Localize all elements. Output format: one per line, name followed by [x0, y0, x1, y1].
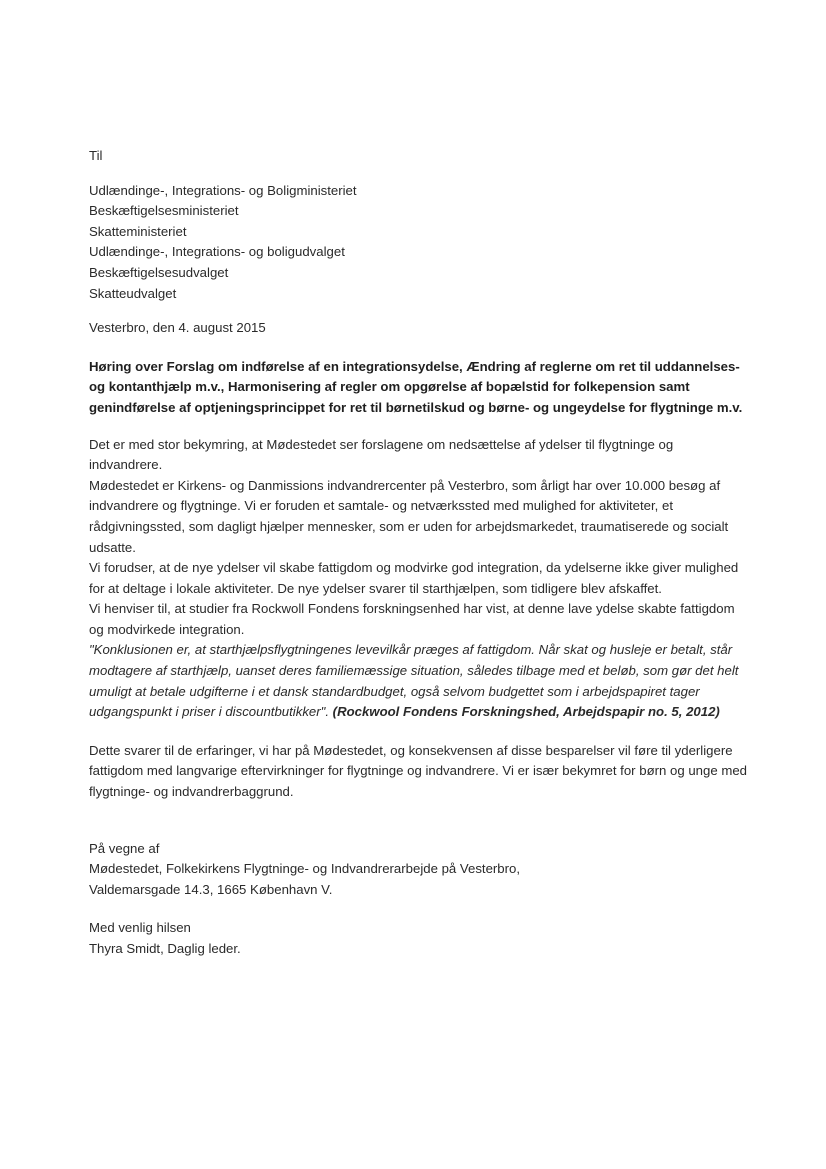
address: Valdemarsgade 14.3, 1665 København V.: [89, 881, 333, 897]
signature: Thyra Smidt, Daglig leder.: [89, 941, 241, 956]
spacer: [89, 803, 749, 839]
body-paragraph: Vi henviser til, at studier fra Rockwoll Fondens forskningsenhed har vist, at denne lave ydelse skabte fattigdom og modvirkede integration.: [89, 601, 735, 637]
quote-text: "Konklusionen er, at starthjælpsflygtningenes levevilkår præges af fattigdom. Når skat og husleje er betalt, står modtagere af starthjælp, uanset deres familiemæssige situation, således tilbage med et beløb, som gør det helt umuligt at betale udgifterne i et dansk standardbudget, også selvom budgettet som i arbejdspapiret tager udgangspunkt i priser i discountbutikker".: [89, 642, 739, 720]
to-label: Til: [89, 148, 103, 163]
closing-block: [89, 918, 749, 959]
body-paragraph: Mødestedet er Kirkens- og Danmissions indvandrercenter på Vesterbro, som årligt har over 10.000 besøg af indvandrere og flygtninge. Vi er foruden et samtale- og netværkssted med mulighed for aktiviteter, et rådgivningssted, som dagligt hjælper mennesker, som er uden for arbejdsmarkedet, traumatiserede og socialt udsatte.: [89, 477, 729, 555]
letter-content: [89, 146, 749, 960]
conclusion-paragraph: Dette svarer til de erfaringer, vi har på Mødestedet, og konsekvensen af disse besparelser vil føre til yderligere fattigdom med langvarige eftervirkninger for flygtninge og indvandrere. Vi er især bekymret for børn og unge med flygtninge- og indvandrerbaggrund.: [89, 742, 747, 800]
sender-block: [89, 839, 749, 901]
place-date: Vesterbro, den 4. august 2015: [89, 320, 266, 336]
behalf-label: På vegne af: [89, 840, 160, 856]
recipient-line: Beskæftigelsesudvalget: [89, 264, 229, 280]
letter-body: [89, 435, 749, 723]
recipient-line: Udlændinge-, Integrations- og boligudvalget: [89, 244, 345, 260]
closing-greeting: Med venlig hilsen: [89, 920, 191, 936]
spacer: [89, 900, 749, 918]
quote-block: [89, 640, 749, 722]
body-paragraph: Det er med stor bekymring, at Mødestedet ser forslagene om nedsættelse af ydelser til flygtninge og indvandrere.: [89, 436, 674, 473]
organization-name: Mødestedet, Folkekirkens Flygtninge- og Indvandrerarbejde på Vesterbro,: [89, 861, 521, 877]
quote-source: (Rockwool Fondens Forskningshed, Arbejdspapir no. 5, 2012): [332, 704, 720, 720]
body-paragraph: Vi forudser, at de nye ydelser vil skabe fattigdom og modvirke god integration, da ydelserne ikke giver mulighed for at deltage i lokale aktiviteter. De nye ydelser svarer til starthjælpen, som tidligere blev afskaffet.: [89, 560, 739, 596]
recipient-line: Udlændinge-, Integrations- og Boligministeriet: [89, 182, 357, 198]
recipient-line: Beskæftigelsesministeriet: [89, 203, 239, 219]
subject-heading: Høring over Forslag om indførelse af en integrationsydelse, Ændring af reglerne om ret til uddannelses- og kontanthjælp m.v., Harmonisering af regler om opgørelse af bopælstid for folkepension samt genindførelse af optjeningsprincippet for ret til børnetilskud og børne- og ungeydelse for flygtninge m.v.: [89, 358, 743, 415]
recipient-line: Skatteudvalget: [89, 285, 177, 301]
spacer: [89, 723, 749, 741]
recipient-line: Skatteministeriet: [89, 223, 187, 239]
recipient-list: [89, 181, 749, 305]
